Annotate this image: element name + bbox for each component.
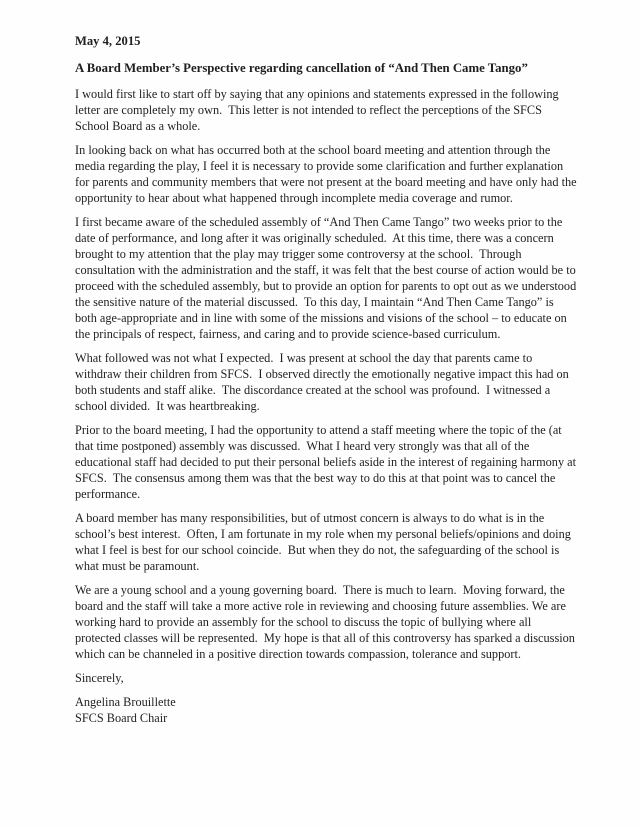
letter-paragraph: I would first like to start off by saying that any opinions and statements expressed in the following letter are completely my own. This letter is not intended to reflect the perceptions of the SFCS School Board as a whole. <box>75 87 562 133</box>
letter-paragraph: What followed was not what I expected. I was present at school the day that parents came to withdraw their children from SFCS. I observed directly the emotionally negative impact this had on both students and staff alike. The discordance created at the school was profound. I witnessed a school divided. It was heartbreaking. <box>75 351 572 413</box>
signature-name: Angelina Brouillette <box>75 695 176 709</box>
letter-paragraph: We are a young school and a young governing board. There is much to learn. Moving forward, the board and the staff will take a more active role in reviewing and choosing future assemblies. We are working hard to provide an assembly for the school to discuss the topic of bullying where all protected classes will be represented. My hope is that all of this controversy has sparked a discussion which can be channeled in a positive direction towards compassion, tolerance and support. <box>75 583 579 661</box>
letter-paragraph: I first became aware of the scheduled assembly of “And Then Came Tango” two weeks prior to the date of performance, and long after it was originally scheduled. At this time, there was a concern brought to my attention that the play may trigger some controversy at the school. Through consultation with the administration and the staff, it was felt that the best course of action would be to proceed with the scheduled assembly, but to provide an option for parents to opt out as we understood the sensitive nature of the material discussed. To this day, I maintain “And Then Came Tango” is both age-appropriate and in line with some of the missions and visions of the school – to educate on the principals of respect, fairness, and caring and to provide science-based curriculum. <box>75 215 580 341</box>
signature-role: SFCS Board Chair <box>75 711 168 725</box>
letter-title: A Board Member’s Perspective regarding cancellation of “And Then Came Tango” <box>75 61 528 75</box>
letter-paragraph: A board member has many responsibilities, but of utmost concern is always to do what is in the school’s best interest. Often, I am fortunate in my role when my personal beliefs/opinions and doing what I feel is best for our school coincide. But when they do not, the safeguarding of the school is what must be paramount. <box>75 511 574 573</box>
signature-block <box>75 694 577 726</box>
letter-paragraph: In looking back on what has occurred both at the school board meeting and attention through the media regarding the play, I feel it is necessary to provide some clarification and further explanation for parents and community members that were not present at the board meeting and have only had the opportunity to hear about what happened through incomplete media coverage and rumor. <box>75 143 580 205</box>
letter-paragraph: Prior to the board meeting, I had the opportunity to attend a staff meeting where the topic of the (at that time postponed) assembly was discussed. What I heard very strongly was that all of the educational staff had decided to put their personal beliefs aside in the interest of regaining harmony at SFCS. The consensus among them was that the best way to do this at that point was to cancel the performance. <box>75 423 580 501</box>
letter-closing: Sincerely, <box>75 671 124 685</box>
letter-date: May 4, 2015 <box>75 34 141 48</box>
